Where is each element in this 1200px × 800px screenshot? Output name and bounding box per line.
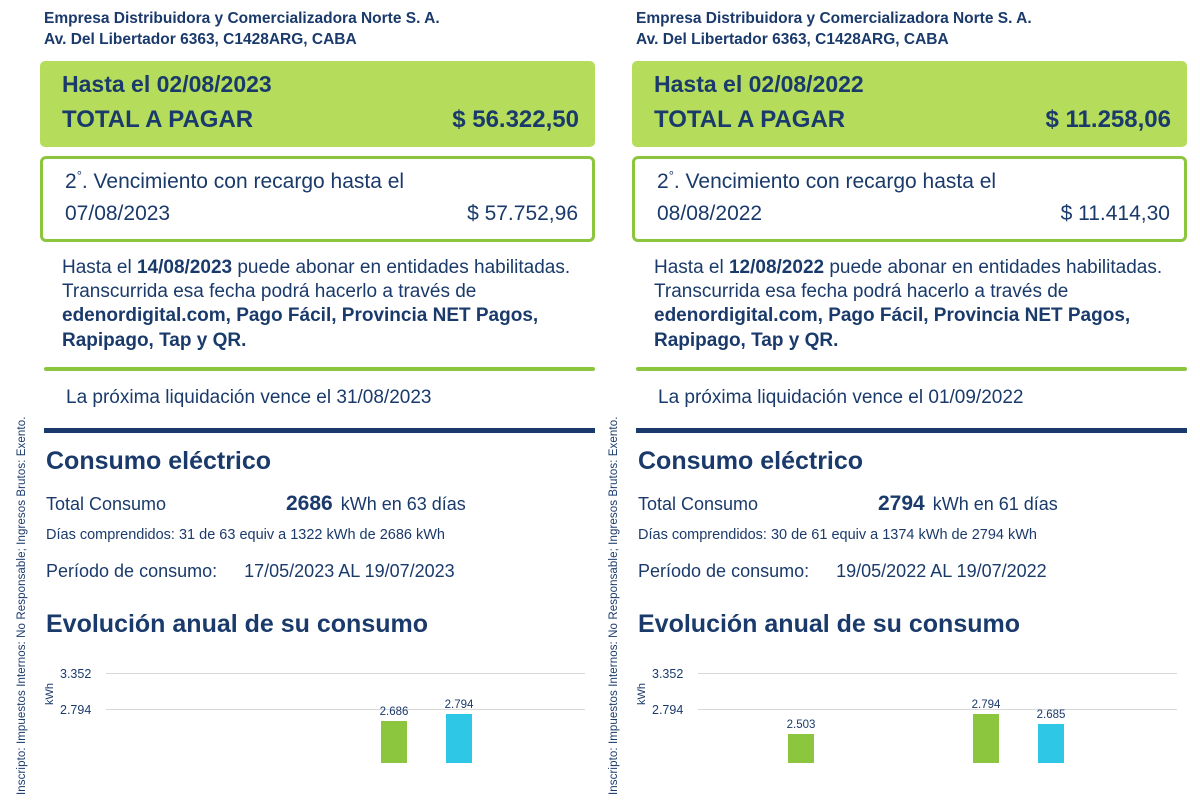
due-date-label: Hasta el 02/08/2023	[62, 70, 272, 97]
days-breakdown-right: Días comprendidos: 30 de 61 equiv a 1374 kWh de 2794 kWh	[638, 527, 1037, 544]
chart-ytick-top-right: 3.352	[652, 667, 684, 682]
second-due-box-left	[40, 156, 595, 242]
chart-plot-area-left	[106, 653, 585, 763]
total-consumption-row-right	[638, 492, 1187, 516]
bill-left	[40, 0, 595, 800]
second-due-amount: $ 11.414,30	[1060, 201, 1170, 225]
payment-note-left	[62, 256, 595, 353]
total-consumption-unit: kWh en 63 días	[340, 494, 466, 515]
total-consumption-row-left	[46, 492, 595, 516]
note-bold-channels: edenordigital.com, Pago Fácil, Provincia NET Pagos, Rapipago, Tap y QR.	[62, 305, 539, 351]
second-due-amount: $ 57.752,96	[467, 201, 578, 225]
company-address: Av. Del Libertador 6363, C1428ARG, CABA	[636, 30, 949, 48]
total-consumption-unit: kWh en 61 días	[932, 494, 1058, 515]
chart-bar-label: 2.794	[971, 699, 1001, 712]
chart-bar-label: 2.685	[1036, 709, 1066, 722]
blue-divider	[44, 428, 595, 433]
chart-ytick-top-left: 3.352	[60, 667, 92, 682]
chart-plot-area-right	[698, 653, 1177, 763]
note-part-1: Hasta el	[654, 256, 729, 278]
note-bold-date: 14/08/2023	[136, 256, 233, 278]
next-settlement-right: La próxima liquidación vence el 01/09/2022	[658, 387, 1024, 409]
chart-bar-fill	[973, 714, 999, 763]
consumption-period-left	[46, 561, 595, 582]
total-consumption-value: 2686	[286, 492, 333, 516]
due-date-label: Hasta el 02/08/2022	[654, 70, 864, 97]
period-label: Período de consumo:	[638, 561, 810, 582]
note-part-2: puede abonar en entidades habilitadas. Transcurrida esa fecha podrá hacerlo a través de	[654, 256, 1163, 303]
second-due-text: . Vencimiento con recargo hasta el	[673, 169, 997, 193]
company-block-right	[636, 9, 1187, 51]
chart-bar-fill	[1038, 724, 1064, 763]
total-consumption-label: Total Consumo	[46, 494, 167, 515]
total-consumption-value: 2794	[878, 492, 925, 516]
chart-bar-label: 2.503	[786, 719, 816, 732]
days-breakdown-left: Días comprendidos: 31 de 63 equiv a 1322 kWh de 2686 kWh	[46, 527, 445, 544]
total-to-pay-amount: $ 56.322,50	[452, 105, 579, 133]
second-due-date: 07/08/2023	[65, 201, 171, 225]
next-settlement-left: La próxima liquidación vence el 31/08/2023	[66, 387, 432, 409]
note-bold-channels: edenordigital.com, Pago Fácil, Provincia NET Pagos, Rapipago, Tap y QR.	[654, 305, 1131, 351]
total-to-pay-label: TOTAL A PAGAR	[654, 105, 846, 133]
section-title-evolution-left: Evolución anual de su consumo	[46, 610, 429, 639]
chart-y-axis-label-left: kWh	[44, 683, 56, 706]
period-dates: 17/05/2023 AL 19/07/2023	[244, 561, 455, 582]
side-legal-text-right: Inscripto: Impuestos Internos: No Responsable; Ingresos Brutos: Exento.	[608, 416, 620, 795]
second-due-number: 2	[65, 169, 77, 193]
company-address: Av. Del Libertador 6363, C1428ARG, CABA	[44, 30, 357, 48]
annual-consumption-chart-left	[46, 653, 595, 763]
section-title-consumption-right: Consumo eléctrico	[638, 447, 864, 476]
total-to-pay-box-right	[632, 61, 1187, 147]
second-due-number: 2	[657, 169, 669, 193]
chart-bar-label: 2.794	[444, 699, 474, 712]
chart-bar-fill	[381, 721, 407, 763]
annual-consumption-chart-right	[638, 653, 1187, 763]
total-consumption-label: Total Consumo	[638, 494, 759, 515]
chart-bar-fill	[788, 734, 814, 763]
company-block-left	[44, 9, 595, 51]
degree-icon: °	[76, 167, 82, 183]
green-divider	[636, 367, 1187, 371]
blue-divider	[636, 428, 1187, 433]
note-part-1: Hasta el	[62, 256, 137, 278]
second-due-date: 08/08/2022	[657, 201, 763, 225]
period-label: Período de consumo:	[46, 561, 218, 582]
chart-bar-fill	[446, 714, 472, 763]
chart-bar-label: 2.686	[379, 706, 409, 719]
note-bold-date: 12/08/2022	[728, 256, 825, 278]
bill-right	[632, 0, 1187, 800]
green-divider	[44, 367, 595, 371]
second-due-box-right	[632, 156, 1187, 242]
section-title-consumption-left: Consumo eléctrico	[46, 447, 272, 476]
payment-note-right	[654, 256, 1187, 353]
section-title-evolution-right: Evolución anual de su consumo	[638, 610, 1021, 639]
company-name: Empresa Distribuidora y Comercializadora Norte S. A.	[636, 10, 1032, 27]
side-legal-text-left: Inscripto: Impuestos Internos: No Responsable; Ingresos Brutos: Exento.	[16, 416, 28, 795]
chart-ytick-mid-right: 2.794	[652, 703, 684, 718]
company-name: Empresa Distribuidora y Comercializadora Norte S. A.	[44, 10, 440, 27]
period-dates: 19/05/2022 AL 19/07/2022	[836, 561, 1047, 582]
chart-y-axis-label-right: kWh	[636, 683, 648, 706]
total-to-pay-amount: $ 11.258,06	[1045, 105, 1171, 133]
second-due-text: . Vencimiento con recargo hasta el	[81, 169, 405, 193]
degree-icon: °	[668, 167, 674, 183]
total-to-pay-label: TOTAL A PAGAR	[62, 105, 254, 133]
note-part-2: puede abonar en entidades habilitadas. Transcurrida esa fecha podrá hacerlo a través de	[62, 256, 571, 303]
chart-ytick-mid-left: 2.794	[60, 703, 92, 718]
consumption-period-right	[638, 561, 1187, 582]
total-to-pay-box-left	[40, 61, 595, 147]
